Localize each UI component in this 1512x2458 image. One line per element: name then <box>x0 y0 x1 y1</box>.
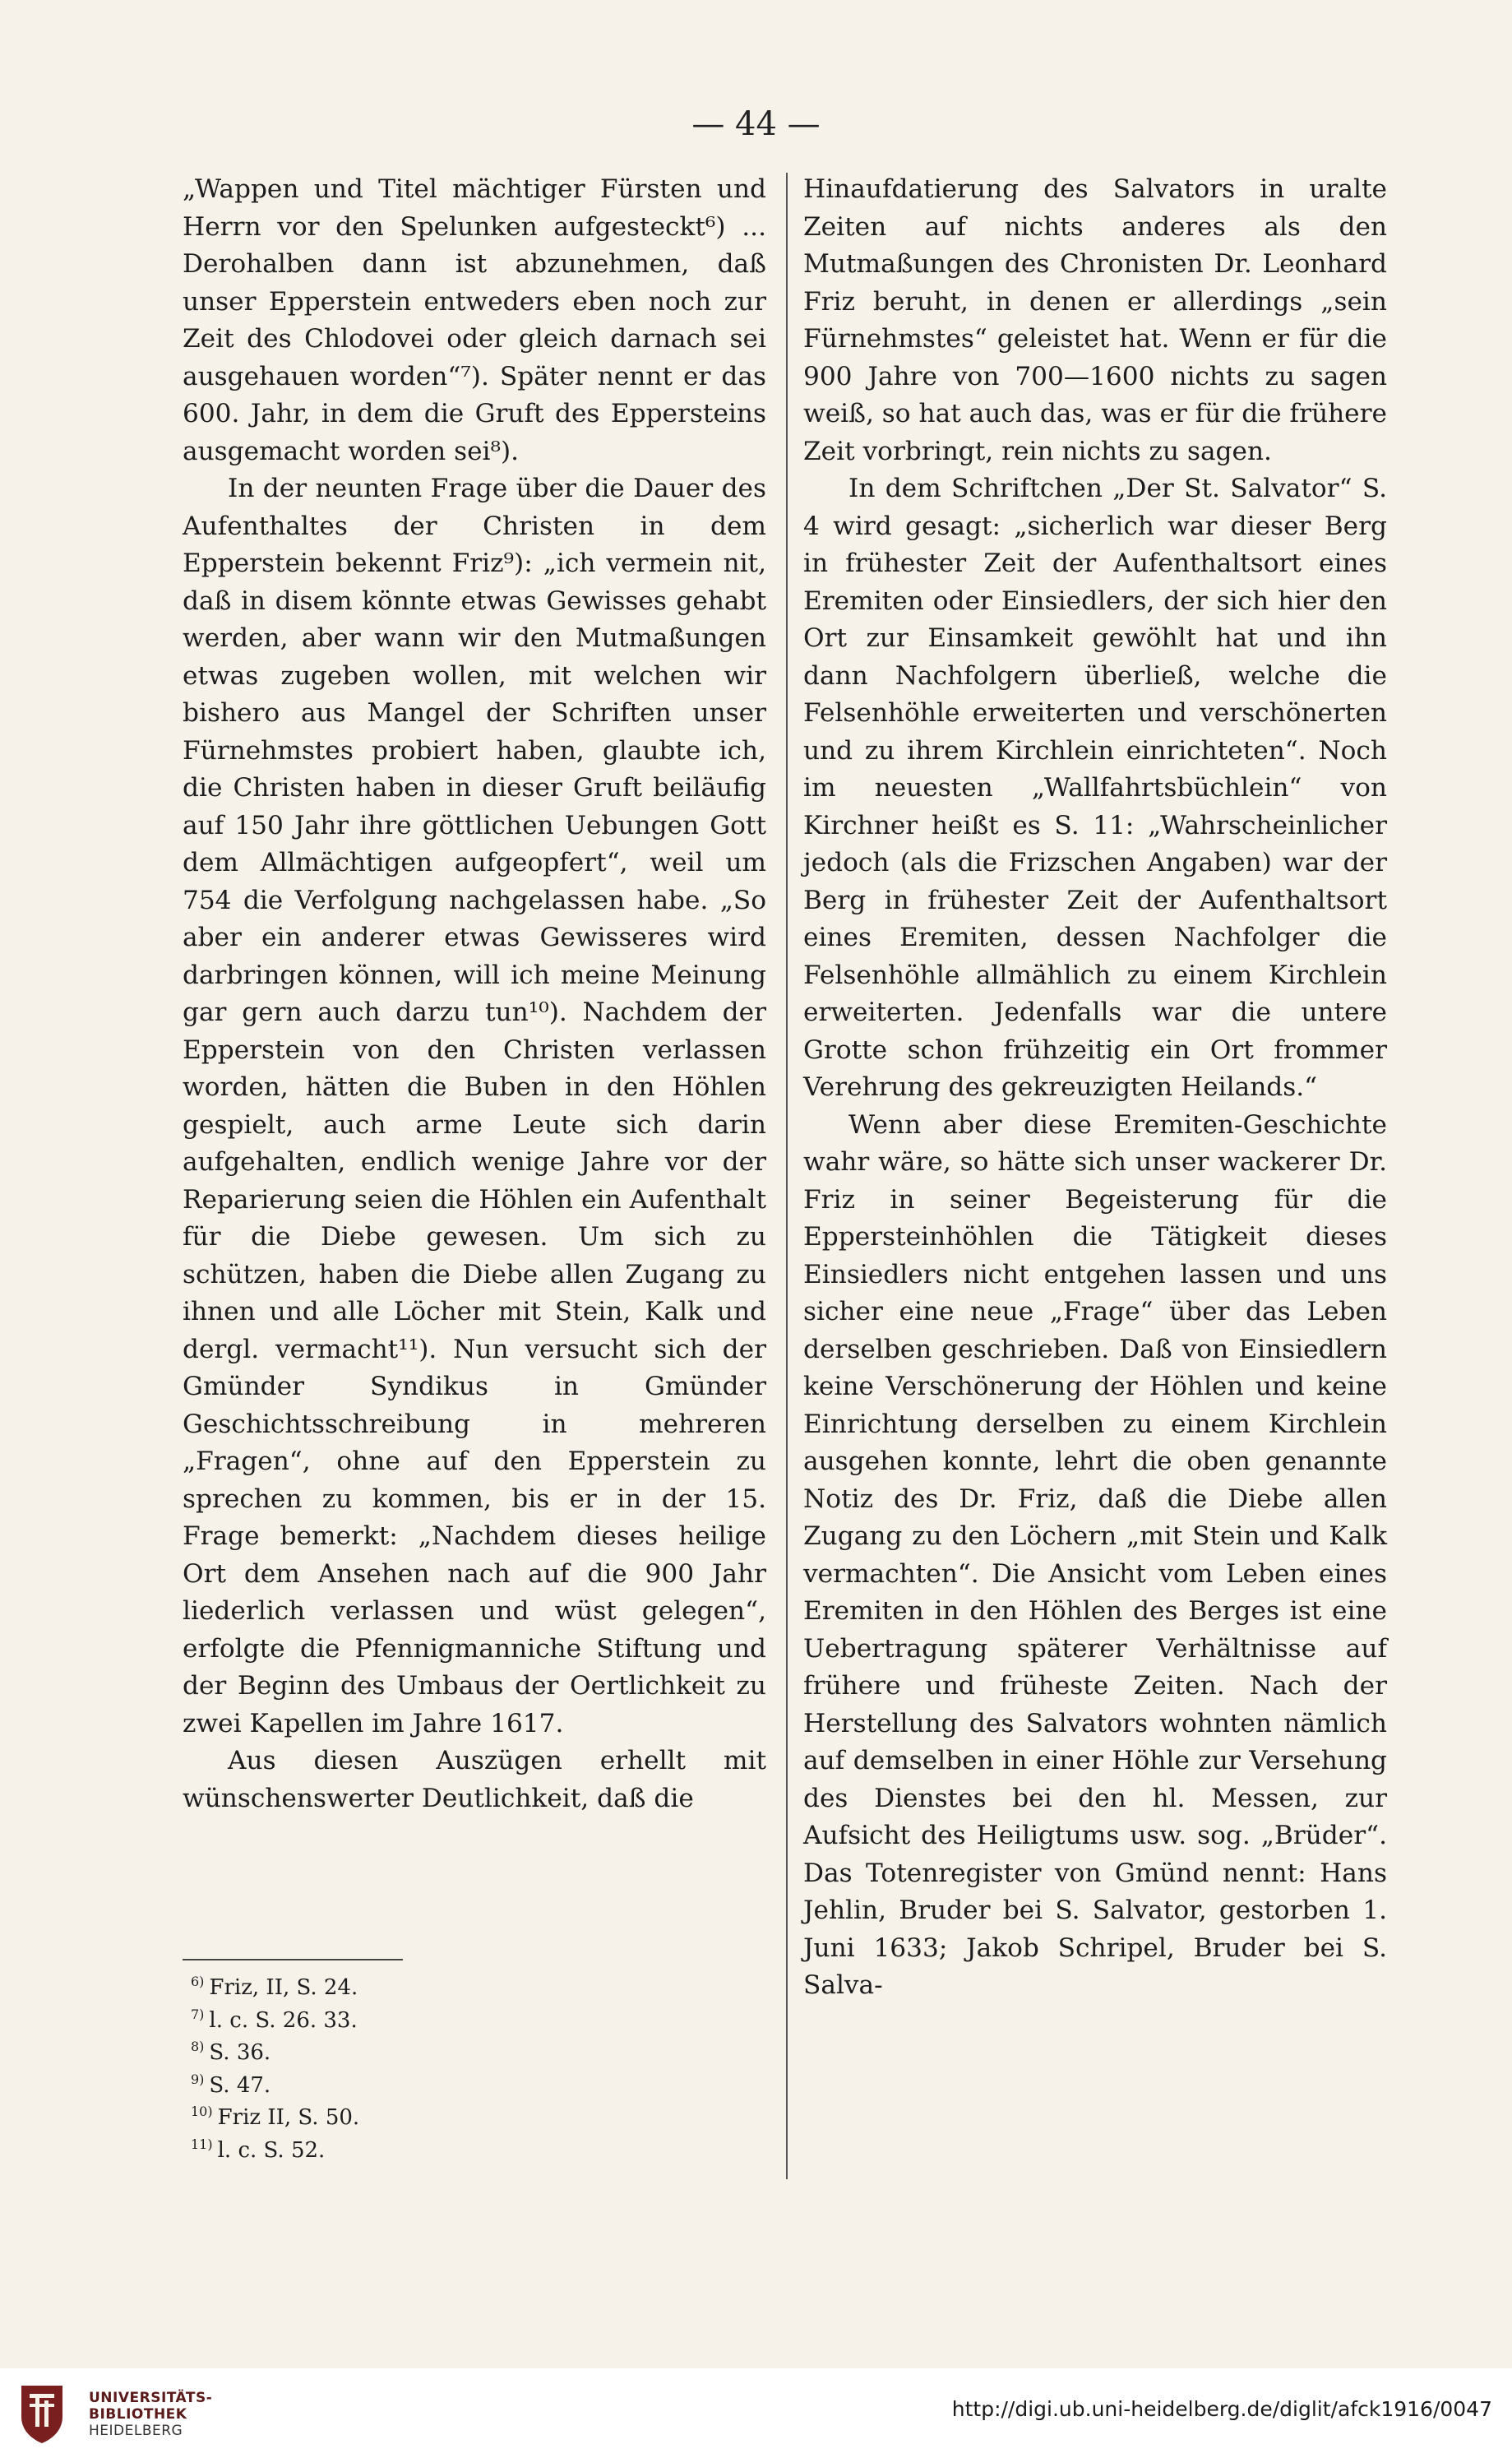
right-column <box>803 171 1387 2005</box>
footnote <box>191 2102 602 2135</box>
footnote-text: Friz II, S. 50. <box>217 2105 360 2130</box>
footnote <box>191 2070 602 2103</box>
paragraph: „Wappen und Titel mächtiger Fürsten und Herrn vor den Spelunken aufgesteckt⁶) ... Derohalben dann ist abzunehmen, daß unser Epperstein entweders eben noch zur Zeit des Chlodovei oder gleich darnach sei ausgehauen worden“⁷). Später nennt er das 600. Jahr, in dem die Gruft des Eppersteins ausgemacht worden sei⁸). <box>183 174 766 466</box>
footnote-mark: 7) <box>191 2006 205 2022</box>
left-column <box>183 171 766 1817</box>
footnote-mark: 6) <box>191 1974 205 1990</box>
footnote-text: Friz, II, S. 24. <box>209 1975 358 2000</box>
footnote-text: S. 47. <box>209 2072 271 2098</box>
paragraph: Wenn aber diese Eremiten-Geschichte wahr wäre, so hätte sich unser wackerer Dr. Friz in seiner Begeisterung für die Eppersteinhöhlen die Tätigkeit dieses Einsiedlers nicht entgehen lassen und uns sicher eine neue „Frage“ über das Leben derselben geschrieben. Daß von Einsiedlern keine Verschönerung der Höhlen und keine Einrichtung derselben zu einem Kirchlein ausgehen konnte, lehrt die oben genannte Notiz des Dr. Friz, daß die Diebe allen Zugang zu den Löchern „mit Stein und Kalk vermachten“. Die Ansicht vom Leben eines Eremiten in den Höhlen des Berges ist eine Uebertragung späterer Verhältnisse auf frühere und früheste Zeiten. Nach der Herstellung des Salvators wohnten nämlich auf demselben in einer Höhle zur Versehung des Dienstes bei den hl. Messen, zur Aufsicht des Heiligtums usw. sog. „Brüder“. Das Totenregister von Gmünd nennt: Hans Jehlin, Bruder bei S. Salvator, gestorben 1. Juni 1633; Jakob Schripel, Bruder bei S. Salva- <box>803 1109 1387 2000</box>
paragraph: Aus diesen Auszügen erhellt mit wünschenswerter Deutlichkeit, daß die <box>183 1746 766 1813</box>
footnote-mark: 11) <box>191 2136 213 2152</box>
paragraph: In dem Schriftchen „Der St. Salvator“ S. 4 wird gesagt: „sicherlich war dieser Berg in frühester Zeit der Aufenthaltsort eines Eremiten oder Einsiedlers, der sich hier den Ort zur Einsamkeit gewöhlt hat und ihn dann Nachfolgern überließ, welche die Felsenhöhle erweiterten und verschönerten und zu ihrem Kirchlein einrichteten“. Noch im neuesten „Wallfahrtsbüchlein“ von Kirchner heißt es S. 11: „Wahrscheinlicher jedoch (als die Frizschen Angaben) war der Berg in frühester Zeit der Aufenthaltsort eines Eremiten, dessen Nachfolger die Felsenhöhle allmählich zu einem Kirchlein erweiterten. Jedenfalls war die untere Grotte schon frühzeitig ein Ort frommer Verehrung des gekreuzigten Heilands.“ <box>803 474 1387 1102</box>
paragraph: In der neunten Frage über die Dauer des Aufenthaltes der Christen in dem Epperstein bekennt Friz⁹): „ich vermein nit, daß in disem könnte etwas Gewisses gehabt werden, aber wann wir den Mutmaßungen etwas zugeben wollen, mit welchen wir bishero aus Mangel der Schriften unser Fürnehmstes probiert haben, glaubte ich, die Christen haben in dieser Gruft beiläufig auf 150 Jahr ihre göttlichen Uebungen Gott dem Allmächtigen aufgeopfert“, weil um 754 die Verfolgung nachgelassen habe. „So aber ein anderer etwas Gewisseres wird darbringen können, will ich meine Meinung gar gern auch darzu tun¹⁰). Nachdem der Epperstein von den Christen verlassen worden, hätten die Buben in den Höhlen gespielt, auch arme Leute sich darin aufgehalten, endlich wenige Jahre vor der Reparierung seien die Höhlen ein Aufenthalt für die Diebe gewesen. Um sich zu schützen, haben die Diebe allen Zugang zu ihnen und alle Löcher mit Stein, Kalk und dergl. vermacht¹¹). Nun versucht sich der Gmünder Syndikus in Gmünder Geschichtsschreibung in mehreren „Fragen“, ohne auf den Epperstein zu sprechen zu kommen, bis er in der 15. Frage bemerkt: „Nachdem dieses heilige Ort dem Ansehen nach auf die 900 Jahr liederlich verlassen und wüst gelegen“, erfolgte die Pfennigmanniche Stiftung und der Beginn des Umbaus der Oertlichkeit zu zwei Kapellen im Jahre 1617. <box>183 474 766 1738</box>
footnote-text: l. c. S. 26. 33. <box>209 2007 358 2033</box>
institution-name-line: UNIVERSITÄTS- <box>89 2390 213 2406</box>
seal-icon <box>13 2381 71 2446</box>
footnotes <box>191 1972 602 2167</box>
footnote-text: S. 36. <box>209 2040 271 2065</box>
paragraph: Hinaufdatierung des Salvators in uralte Zeiten auf nichts anderes als den Mutmaßungen des Chronisten Dr. Leonhard Friz beruht, in denen er allerdings „sein Fürnehmstes“ geleistet hat. Wenn er für die 900 Jahre von 700—1600 nichts zu sagen weiß, so hat auch das, was er für die frühere Zeit vorbringt, rein nichts zu sagen. <box>803 174 1387 466</box>
institution-name-line: BIBLIOTHEK <box>89 2406 187 2423</box>
footnote-mark: 9) <box>191 2071 205 2087</box>
footnote <box>191 2135 602 2168</box>
footnote-text: l. c. S. 52. <box>217 2137 326 2163</box>
column-divider <box>786 173 788 2179</box>
footnote-mark: 10) <box>191 2104 213 2120</box>
footnote <box>191 2037 602 2070</box>
institution-name-line: HEIDELBERG <box>89 2423 183 2439</box>
footnote-mark: 8) <box>191 2039 205 2055</box>
source-link[interactable]: http://digi.ub.uni-heidelberg.de/diglit/afck1916/0047 <box>951 2397 1492 2421</box>
institution-logo-text <box>89 2390 212 2439</box>
page-number: — 44 — <box>691 105 821 143</box>
footnote-rule <box>183 1959 403 1960</box>
footnote <box>191 2005 602 2038</box>
footnote <box>191 1972 602 2005</box>
